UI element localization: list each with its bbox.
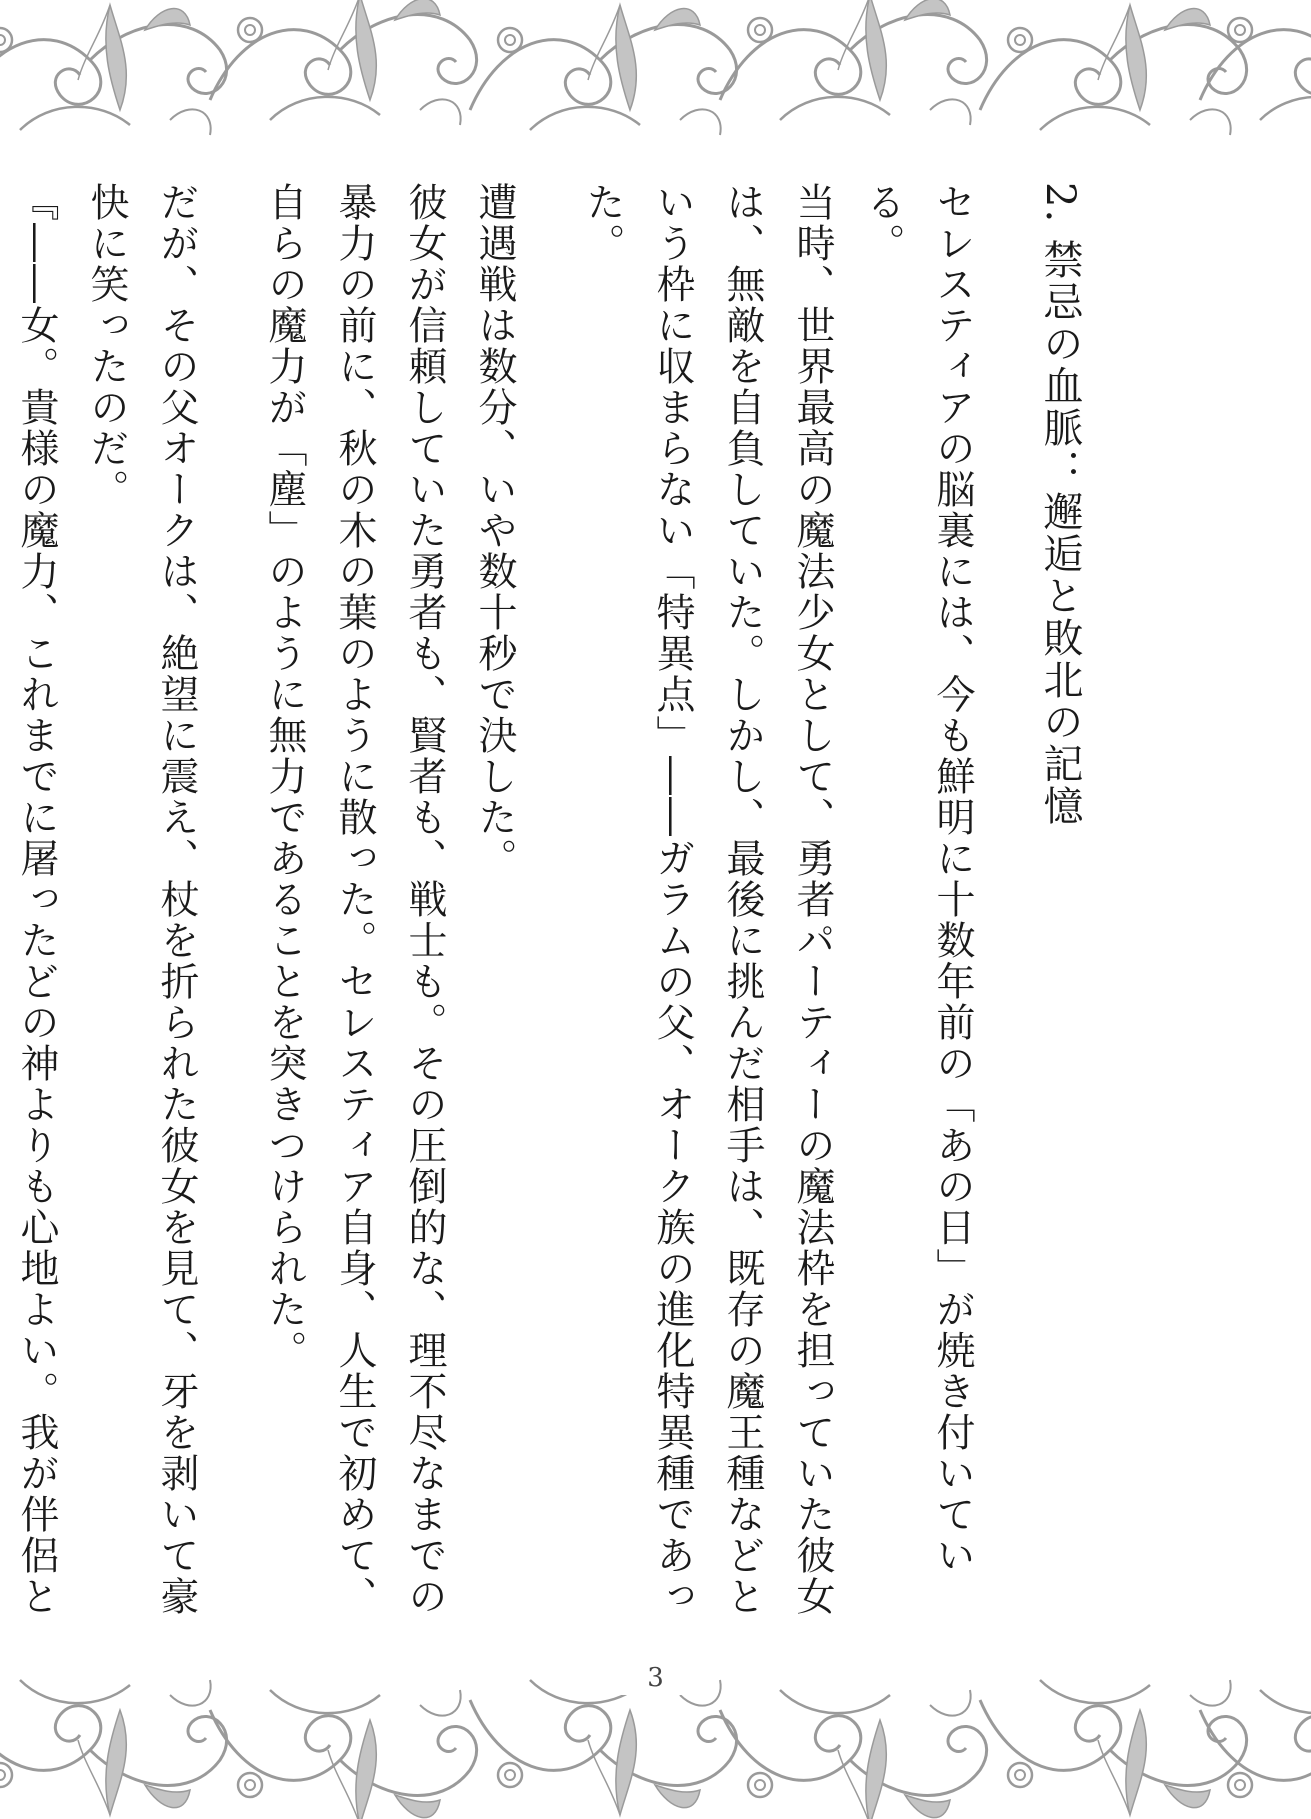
paragraph: セレスティアの脳裏には、今も鮮明に十数年前の「あの日」が焼き付いている。 [860,182,975,1576]
paragraph: 彼女が信頼していた勇者も、賢者も、戦士も。その圧倒的な、理不尽なまでの暴力の前に、秋の木の葉のように散った。セレスティア自身、人生で初めて、自らの魔力が「塵」のように無力であることを突きつけられた。 [262,182,447,1617]
page-number: 3 [647,1663,664,1693]
paragraph: だが、その父オークは、絶望に震え、杖を折られた彼女を見て、牙を剥いて豪快に笑ったのだ。 [84,182,199,1617]
paragraph: 遭遇戦は数分、いや数十秒で決した。 [472,182,517,879]
floral-scroll-icon [0,0,1311,150]
paragraph: 当時、世界最高の魔法少女として、勇者パーティーの魔法枠を担っていた彼女は、無敵を自負していた。しかし、最後に挑んだ相手は、既存の魔王種などという枠に収まらない「特異点」――ガラムの父、オーク族の進化特異種であった。 [580,182,835,1617]
paragraph: 『――女。貴様の魔力、これまでに屠ったどの神よりも心地よい。我が伴侶と [14,182,59,1617]
section-heading: 2. 禁忌の血脈：邂逅と敗北の記憶 [1037,182,1083,827]
top-floral-border [0,0,1311,150]
vertical-text-body [14,182,1095,1622]
